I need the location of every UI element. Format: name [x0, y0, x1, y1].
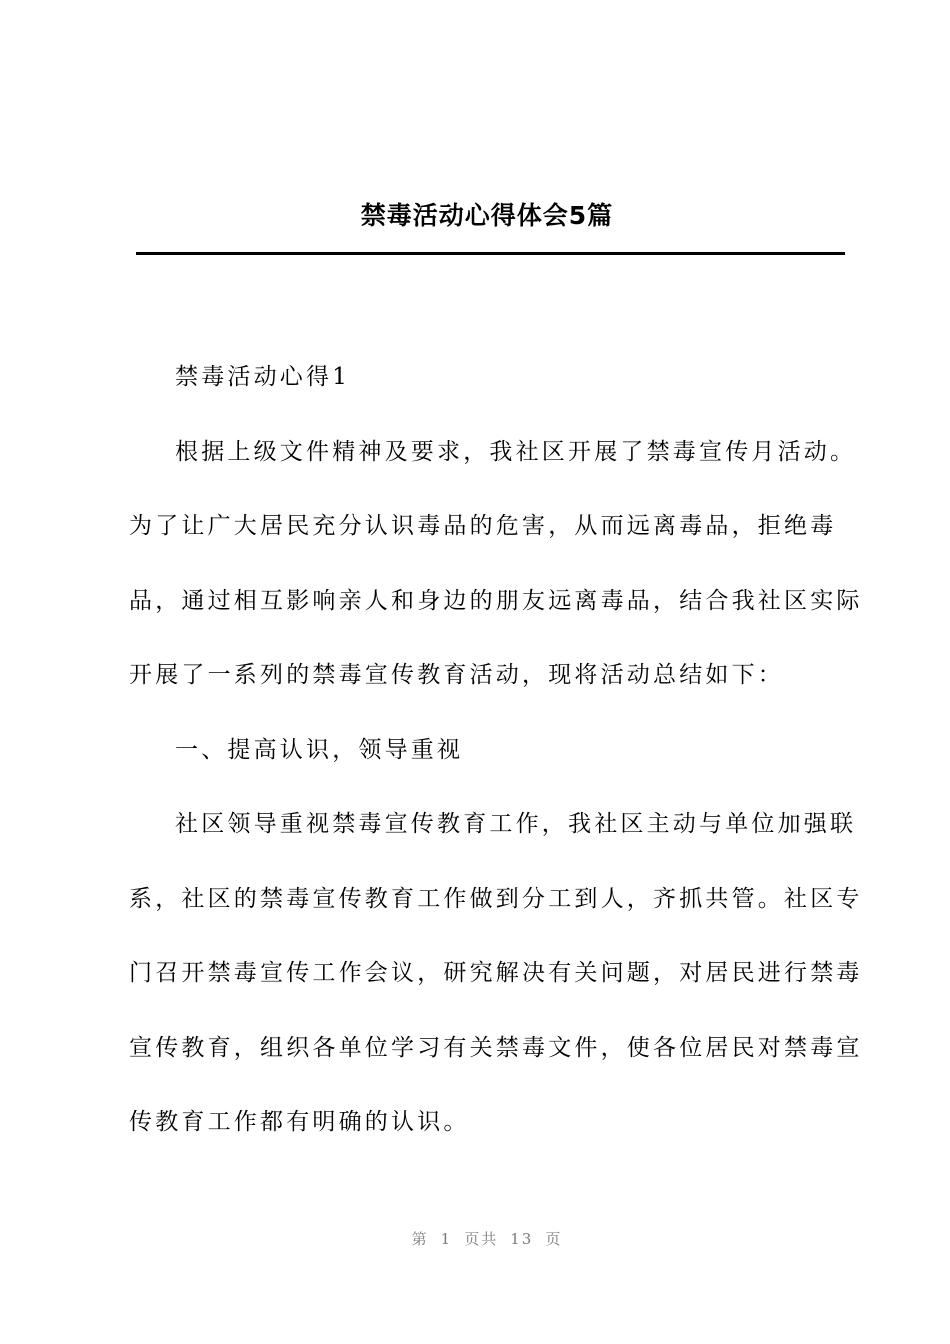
- footer-suffix: 页: [545, 1230, 563, 1248]
- document-body: [129, 340, 864, 1160]
- footer-prefix: 第: [411, 1230, 429, 1248]
- page-footer: [0, 1228, 950, 1249]
- footer-page-number: 1: [440, 1230, 453, 1248]
- footer-total-pages: 13: [510, 1230, 534, 1248]
- body-paragraph: 社区领导重视禁毒宣传教育工作，我社区主动与单位加强联系，社区的禁毒宣传教育工作做到分工到人，齐抓共管。社区专门召开禁毒宣传工作会议，研究解决有关问题，对居民进行禁毒宣传教育，组织各单位学习有关禁毒文件，使各位居民对禁毒宣传教育工作都有明确的认识。: [129, 811, 863, 1135]
- title-divider: [136, 252, 845, 255]
- document-title: 禁毒活动心得体会5篇: [360, 201, 614, 230]
- section-heading: 一、提高认识，领导重视: [175, 736, 464, 763]
- footer-middle: 页共: [464, 1230, 499, 1248]
- section-heading: 禁毒活动心得1: [175, 364, 351, 390]
- body-paragraph: 根据上级文件精神及要求，我社区开展了禁毒宣传月活动。为了让广大居民充分认识毒品的危害，从而远离毒品，拒绝毒品，通过相互影响亲人和身边的朋友远离毒品，结合我社区实际开展了一系列的禁毒宣传教育活动，现将活动总结如下：: [129, 438, 863, 688]
